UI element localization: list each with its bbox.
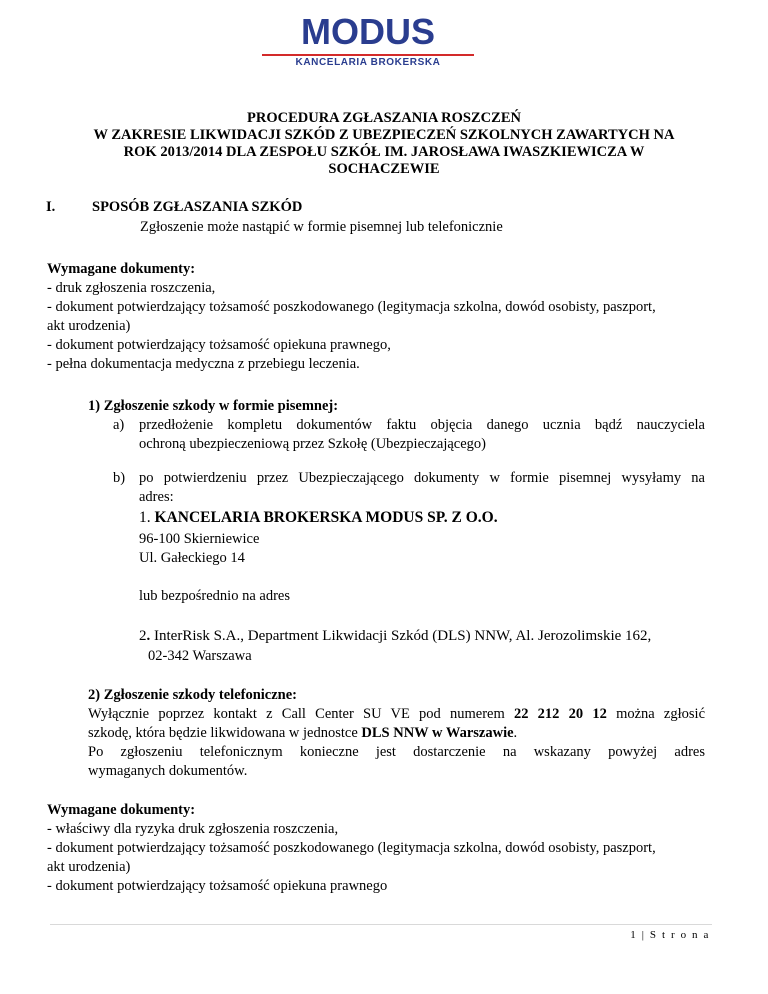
document-title (40, 110, 728, 178)
page-label: S t r o n a (649, 929, 710, 941)
phone-text-line (88, 724, 517, 743)
address-1-name (139, 508, 498, 528)
footer-divider (50, 924, 712, 925)
address-number: 2 (139, 628, 147, 644)
written-claim-heading: 1) Zgłoszenie szkody w formie pisemnej: (88, 398, 339, 414)
section-intro: Zgłoszenie może nastąpić w formie pisemnej lub telefonicznie (140, 219, 503, 235)
section-numeral: I. (46, 199, 56, 215)
list-item: akt urodzenia) (47, 859, 131, 875)
phone-text: . (513, 725, 518, 741)
list-item: - dokument potwierdzający tożsamość poszkodowanego (legitymacja szkolna, dowód osobisty, paszport, (47, 299, 656, 315)
phone-text: szkodę, która będzie likwidowana w jednostce (88, 725, 362, 741)
logo-wordmark: MODUS (301, 11, 435, 52)
title-line: SOCHACZEWIE (328, 161, 440, 177)
list-item: - właściwy dla ryzyka druk zgłoszenia roszczenia, (47, 821, 339, 837)
footer-separator: | (637, 929, 650, 941)
address-2-text: InterRisk S.A., Department Likwidacji Szkód (DLS) NNW, Al. Jerozolimskie 162, (150, 628, 652, 644)
claims-unit: DLS NNW w Warszawie (361, 725, 514, 741)
address-number-dot: . (146, 628, 151, 644)
page-number: 1 (630, 929, 638, 941)
title-line: ROK 2013/2014 DLA ZESPOŁU SZKÓŁ IM. JAROSŁAWA IWASZKIEWICZA W (123, 144, 645, 160)
item-label: a) (113, 417, 125, 433)
item-text: ochroną ubezpieczeniową przez Szkołę (Ubezpieczającego) (139, 436, 486, 452)
required-docs-block (47, 260, 723, 374)
item-text: adres: (139, 489, 174, 505)
item-text: przedłożenie kompletu dokumentów faktu objęcia danego ucznia bądź nauczyciela (139, 417, 705, 433)
phone-text-line (88, 705, 705, 724)
modus-logo (262, 12, 474, 70)
logo-underline (262, 54, 474, 56)
title-line: W ZAKRESIE LIKWIDACJI SZKÓD Z UBEZPIECZEŃ SZKOLNYCH ZAWARTYCH NA (93, 127, 675, 143)
address-2-city: 02-342 Warszawa (148, 648, 252, 664)
logo-subtitle: KANCELARIA BROKERSKA (295, 57, 441, 68)
phone-text-line: Po zgłoszeniu telefonicznym konieczne jest dostarczenie na wskazany powyżej adres (88, 744, 705, 760)
list-item: - dokument potwierdzający tożsamość opiekuna prawnego, (47, 337, 391, 353)
address-1-street: Ul. Gałeckiego 14 (139, 550, 245, 566)
phone-text: można zgłosić (606, 706, 706, 722)
required-docs-heading: Wymagane dokumenty: (47, 802, 196, 818)
phone-text-line: wymaganych dokumentów. (88, 763, 248, 779)
page-footer (630, 929, 710, 941)
address-company: KANCELARIA BROKERSKA MODUS SP. Z O.O. (150, 509, 498, 526)
list-item: - dokument potwierdzający tożsamość opiekuna prawnego (47, 878, 388, 894)
list-item: - dokument potwierdzający tożsamość poszkodowanego (legitymacja szkolna, dowód osobisty, paszport, (47, 840, 656, 856)
item-text: po potwierdzeniu przez Ubezpieczającego dokumenty w formie pisemnej wysyłamy na (139, 470, 705, 486)
item-label: b) (113, 470, 126, 486)
address-number: 1. (139, 509, 151, 526)
list-item: akt urodzenia) (47, 318, 131, 334)
or-direct-text: lub bezpośrednio na adres (139, 588, 290, 604)
list-item: - druk zgłoszenia roszczenia, (47, 280, 216, 296)
required-docs-block (47, 801, 723, 896)
list-item: - pełna dokumentacja medyczna z przebiegu leczenia. (47, 356, 360, 372)
title-line: PROCEDURA ZGŁASZANIA ROSZCZEŃ (247, 110, 521, 126)
address-1-city: 96-100 Skierniewice (139, 531, 260, 547)
phone-claim-heading: 2) Zgłoszenie szkody telefoniczne: (88, 687, 298, 703)
required-docs-heading: Wymagane dokumenty: (47, 261, 196, 277)
phone-text: Wyłącznie poprzez kontakt z Call Center SU VE pod numerem (88, 706, 514, 722)
address-2-line (139, 627, 651, 646)
section-heading: SPOSÓB ZGŁASZANIA SZKÓD (92, 199, 303, 215)
call-center-number: 22 212 20 12 (513, 706, 607, 722)
